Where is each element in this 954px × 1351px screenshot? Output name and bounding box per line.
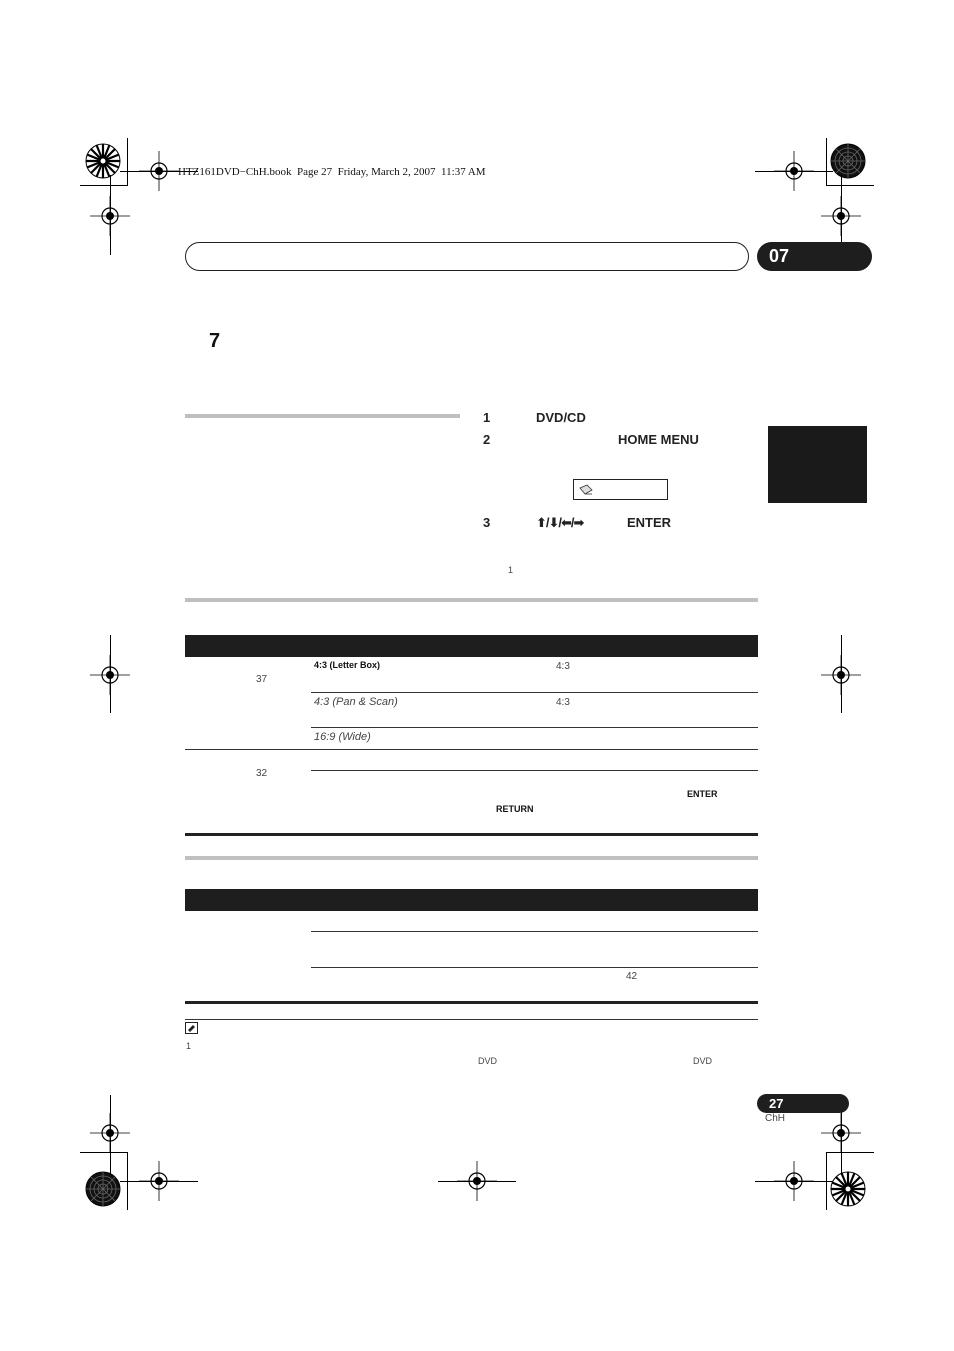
note-box xyxy=(573,479,668,500)
option-letterbox-label: 4:3 (Letter Box) xyxy=(314,660,381,670)
footnote-rule xyxy=(185,1019,758,1020)
footnote-number: 1 xyxy=(186,1041,192,1051)
page-language-code: ChH xyxy=(765,1113,786,1124)
page-number-badge: 27 xyxy=(757,1094,849,1113)
step-1-key: DVD/CD xyxy=(536,410,586,425)
table-2-bottom-rule xyxy=(185,1001,758,1004)
file-info: HTZ161DVD−ChH.book Page 27 Friday, March 2, 2007 11:37 AM xyxy=(178,166,486,178)
step-2-key: HOME MENU xyxy=(618,432,699,447)
table-1-header xyxy=(185,635,758,657)
chapter-title-bar xyxy=(185,242,749,271)
table-2-pageref: 42 xyxy=(626,971,638,982)
starburst-mark-icon xyxy=(84,1170,122,1208)
step-footnote-ref: 1 xyxy=(508,565,514,575)
step-3-number: 3 xyxy=(483,515,491,530)
chapter-badge: 07 xyxy=(757,242,872,271)
option-letterbox-desc: 4:3 xyxy=(556,661,570,672)
table-1-bottom-rule xyxy=(185,833,758,836)
note-icon xyxy=(185,1022,198,1034)
table-1-row-1-pageref: 37 xyxy=(256,674,268,685)
starburst-mark-icon xyxy=(84,142,122,180)
footnote-dvd-2: DVD xyxy=(693,1056,713,1066)
table-2-header xyxy=(185,889,758,911)
section-rule-2 xyxy=(185,856,758,860)
starburst-mark-icon xyxy=(829,1170,867,1208)
table-1-row-2-pageref: 32 xyxy=(256,768,268,779)
note-pencil-icon xyxy=(579,484,593,496)
return-key-label: RETURN xyxy=(496,804,534,814)
option-wide-label: 16:9 (Wide) xyxy=(314,731,371,743)
divider xyxy=(311,967,758,968)
divider xyxy=(311,692,758,693)
section-number: 7 xyxy=(209,330,221,352)
option-panscan-label: 4:3 (Pan & Scan) xyxy=(314,696,398,708)
starburst-mark-icon xyxy=(829,142,867,180)
step-3-enter-key: ENTER xyxy=(627,515,672,530)
divider xyxy=(311,770,758,771)
divider xyxy=(311,931,758,932)
option-panscan-desc: 4:3 xyxy=(556,697,570,708)
enter-key-label: ENTER xyxy=(687,789,718,799)
divider xyxy=(311,727,758,728)
left-column-rule xyxy=(185,414,460,418)
language-side-tab xyxy=(768,426,867,503)
step-2-number: 2 xyxy=(483,432,491,447)
section-rule-1 xyxy=(185,598,758,602)
step-3-arrow-keys: ⬆/⬇/⬅/➡ xyxy=(536,515,584,530)
step-1-number: 1 xyxy=(483,410,491,425)
divider xyxy=(185,749,758,750)
footnote-dvd-1: DVD xyxy=(478,1056,498,1066)
